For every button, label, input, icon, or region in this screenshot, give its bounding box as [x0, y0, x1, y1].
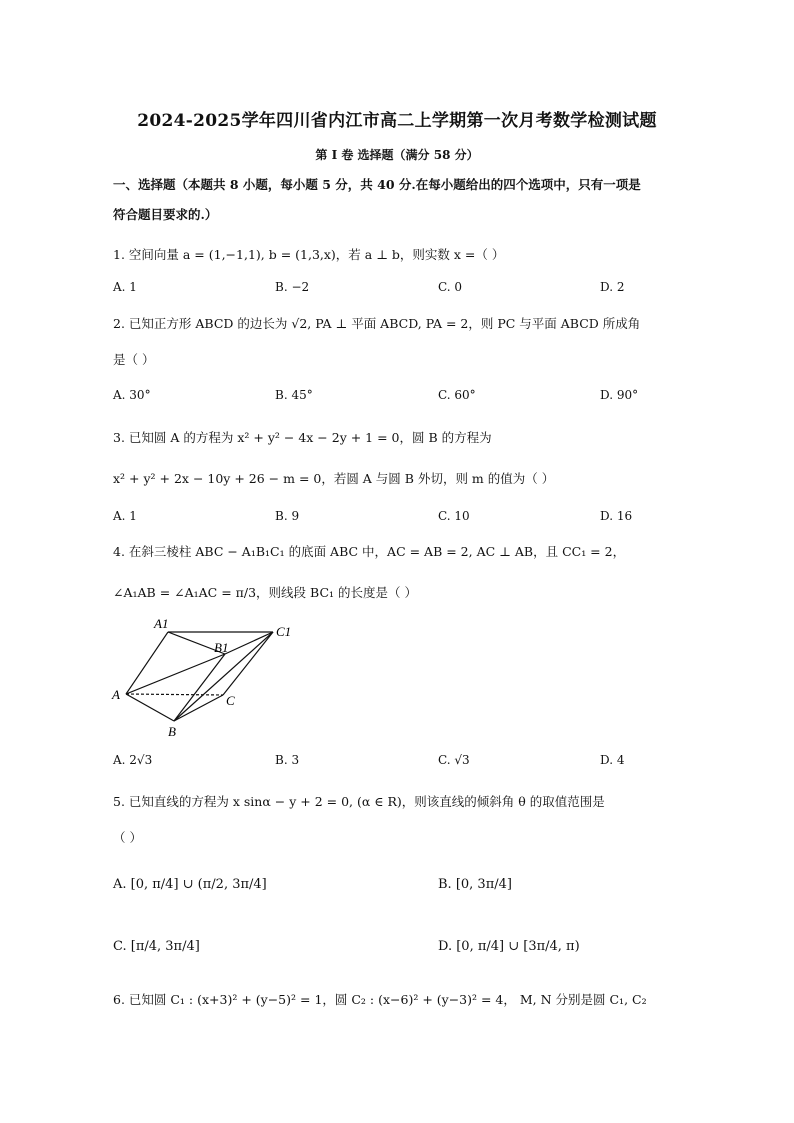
q2-option-c: C. 60° [438, 388, 476, 402]
q1-option-a: A. 1 [113, 280, 137, 294]
label-b: B [168, 724, 176, 739]
question-6-stem-line1: 6. 已知圆 C₁ : (x+3)² + (y−5)² = 1，圆 C₂ : (x−6)² + (y−3)² = 4， M, N 分别是圆 C₁, C₂ [113, 992, 647, 1007]
section-heading-line2: 符合题目要求的.） [113, 207, 218, 222]
q5-option-d: D. [0, π/4] ∪ [3π/4, π) [438, 939, 580, 954]
question-2-stem-line1: 2. 已知正方形 ABCD 的边长为 √2, PA ⊥ 平面 ABCD, PA = 2，则 PC 与平面 ABCD 所成角 [113, 316, 641, 331]
q3-option-a: A. 1 [113, 509, 137, 523]
question-4-stem-line1: 4. 在斜三棱柱 ABC − A₁B₁C₁ 的底面 ABC 中，AC = AB = 2, AC ⊥ AB，且 CC₁ = 2， [113, 544, 626, 559]
label-c: C [226, 693, 235, 708]
label-a: A [112, 687, 120, 702]
q1-option-b: B. −2 [275, 280, 310, 294]
q4-option-b: B. 3 [275, 753, 300, 767]
question-1-stem: 1. 空间向量 a = (1,−1,1), b = (1,3,x)，若 a ⊥ b，则实数 x =（ ） [113, 247, 505, 262]
q2-option-a: A. 30° [113, 388, 151, 402]
label-a1: A1 [154, 616, 169, 631]
page-title: 2024-2025学年四川省内江市高二上学期第一次月考数学检测试题 [137, 111, 657, 131]
q4-option-c: C. √3 [438, 753, 470, 767]
question-5-stem-line2: （ ） [113, 830, 142, 845]
question-2-stem-line2: 是（ ） [113, 352, 155, 367]
q3-option-b: B. 9 [275, 509, 300, 523]
prism-figure [108, 612, 308, 742]
label-b1: B1 [214, 640, 229, 655]
q4-option-a: A. 2√3 [113, 753, 153, 767]
question-4-stem-line2: ∠A₁AB = ∠A₁AC = π/3，则线段 BC₁ 的长度是（ ） [113, 585, 417, 600]
question-3-stem-line1: 3. 已知圆 A 的方程为 x² + y² − 4x − 2y + 1 = 0，圆 B 的方程为 [113, 430, 492, 445]
section-subtitle: 第 I 卷 选择题（满分 58 分） [315, 148, 479, 162]
question-3-stem-line2: x² + y² + 2x − 10y + 26 − m = 0，若圆 A 与圆 B 外切，则 m 的值为（ ） [113, 471, 555, 486]
q5-option-b: B. [0, 3π/4] [438, 877, 512, 892]
q2-option-b: B. 45° [275, 388, 313, 402]
q1-option-d: D. 2 [600, 280, 625, 294]
q2-option-d: D. 90° [600, 388, 639, 402]
q1-option-c: C. 0 [438, 280, 463, 294]
section-heading-line1: 一、选择题（本题共 8 小题，每小题 5 分，共 40 分.在每小题给出的四个选项中，只有一项是 [113, 177, 641, 192]
q4-option-d: D. 4 [600, 753, 625, 767]
question-5-stem-line1: 5. 已知直线的方程为 x sinα − y + 2 = 0, (α ∈ R)，则该直线的倾斜角 θ 的取值范围是 [113, 794, 605, 809]
q3-option-c: C. 10 [438, 509, 470, 523]
q5-option-a: A. [0, π/4] ∪ (π/2, 3π/4] [113, 877, 267, 892]
q3-option-d: D. 16 [600, 509, 633, 523]
q5-option-c: C. [π/4, 3π/4] [113, 939, 200, 954]
label-c1: C1 [276, 624, 292, 639]
